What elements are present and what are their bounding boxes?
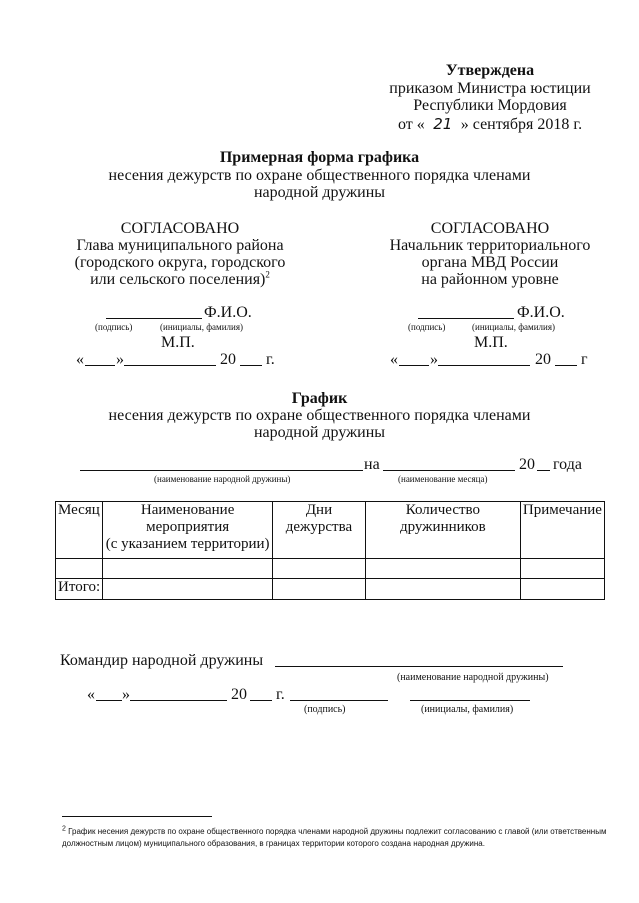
cell-month[interactable] [56,559,103,579]
cell-event[interactable] [103,559,273,579]
right-agreement-heading: СОГЛАСОВАНО [430,220,550,237]
left-agreement-line1: Глава муниципального района [76,237,284,254]
team-name-line [80,470,363,471]
schedule-year-word: года [553,456,582,473]
total-label: Итого: [56,579,103,600]
month-name-line [383,470,515,471]
commander-day-line [96,700,122,701]
cell-count[interactable] [365,559,520,579]
table-header-row [56,502,605,559]
left-stamp: М.П. [161,334,195,351]
header-event-line2: мероприятия [146,519,230,535]
right-day-line [399,365,429,366]
left-day-line [85,365,115,366]
commander-date-close: » [122,686,130,703]
right-agreement-line3: на районном уровне [421,271,559,288]
header-days-line2: дежурства [285,519,353,535]
commander-team-line [275,666,563,667]
footnote-text: График несения дежурств по охране общественного порядка членами народной дружины подлежит согласованию с главой (или ответственным должностным лицом) муниципального образования, в границах территории которого создана народная дружина. [62,827,607,848]
right-caption-sign: (подпись) [408,322,446,332]
left-month-line [124,365,216,366]
right-caption-name: (инициалы, фамилия) [472,322,555,332]
commander-label: Командир народной дружины [60,652,264,669]
left-agreement-line3 [55,271,305,289]
right-stamp: М.П. [474,334,508,351]
left-agreement-line3-text: или сельского поселения) [90,271,266,288]
footnote-number: 2 [62,825,66,833]
cell-days[interactable] [273,559,366,579]
header-days-line1: Дни [305,502,333,518]
right-agreement-line1: Начальник территориального [389,237,591,254]
cell-note[interactable] [520,559,604,579]
header-days [273,502,366,559]
footnote-separator [62,816,212,817]
left-date-close: » [116,351,124,368]
schedule-year-line [537,470,550,471]
header-note: Примечание [520,502,604,559]
schedule-table [55,501,605,600]
left-caption-name: (инициалы, фамилия) [160,322,243,332]
schedule-subtitle-line2: народной дружины [253,424,386,441]
approval-date-prefix: от « [398,116,425,133]
commander-month-line [130,700,227,701]
total-days[interactable] [273,579,366,600]
footnote-ref: 2 [265,269,270,280]
header-count [365,502,520,559]
commander-caption-name: (инициалы, фамилия) [421,704,514,715]
right-signature-line [418,318,514,319]
header-event-line1: Наименование [140,502,235,518]
right-date-close: » [430,351,438,368]
approval-date-day: 21 [433,115,453,133]
commander-caption-sign: (подпись) [304,704,346,715]
commander-year-line [250,700,272,701]
commander-signature-line [290,700,388,701]
commander-year-suffix: г. [276,686,285,703]
left-year-prefix: 20 [220,351,236,368]
commander-date-open: « [87,686,95,703]
form-subtitle-line2: народной дружины [253,184,386,201]
left-year-suffix: г. [266,351,275,368]
left-signature-line [106,318,202,319]
header-count-line2: дружинников [399,519,486,535]
commander-year-prefix: 20 [231,686,247,703]
total-note[interactable] [520,579,604,600]
schedule-title: График [291,390,348,407]
left-agreement-heading: СОГЛАСОВАНО [120,220,240,237]
header-month: Месяц [56,502,103,559]
left-year-line [240,365,262,366]
header-count-line1: Количество [405,502,481,518]
form-subtitle-line1: несения дежурств по охране общественного порядка членами [108,167,531,184]
approval-line1: приказом Министра юстиции [389,80,591,97]
right-year-prefix: 20 [535,351,551,368]
caption-month-name: (наименование месяца) [398,474,488,484]
approval-title: Утверждена [445,62,535,79]
right-date-open: « [390,351,398,368]
footnote [62,826,617,850]
commander-name-line [410,700,530,701]
right-agreement-line2: органа МВД России [421,254,559,271]
form-title: Примерная форма графика [219,149,420,166]
left-date-open: « [76,351,84,368]
right-year-suffix: г [581,351,588,368]
right-year-line [555,365,577,366]
table-row [56,559,605,579]
header-event-line3: (с указанием территории) [105,536,270,552]
approval-line2: Республики Мордовия [413,97,567,114]
left-agreement-line2: (городского округа, городского [74,254,286,271]
left-fio: Ф.И.О. [204,304,252,321]
schedule-year-prefix: 20 [519,456,535,473]
commander-caption-team: (наименование народной дружины) [397,672,549,683]
right-fio: Ф.И.О. [517,304,565,321]
approval-date-suffix: » сентября 2018 г. [460,116,583,133]
schedule-subtitle-line1: несения дежурств по охране общественного порядка членами [108,407,531,424]
caption-team-name: (наименование народной дружины) [154,474,291,484]
total-event[interactable] [103,579,273,600]
total-count[interactable] [365,579,520,600]
on-word: на [364,456,380,473]
left-caption-sign: (подпись) [95,322,133,332]
approval-date [398,115,582,134]
right-month-line [438,365,530,366]
header-event [103,502,273,559]
table-total-row [56,579,605,600]
